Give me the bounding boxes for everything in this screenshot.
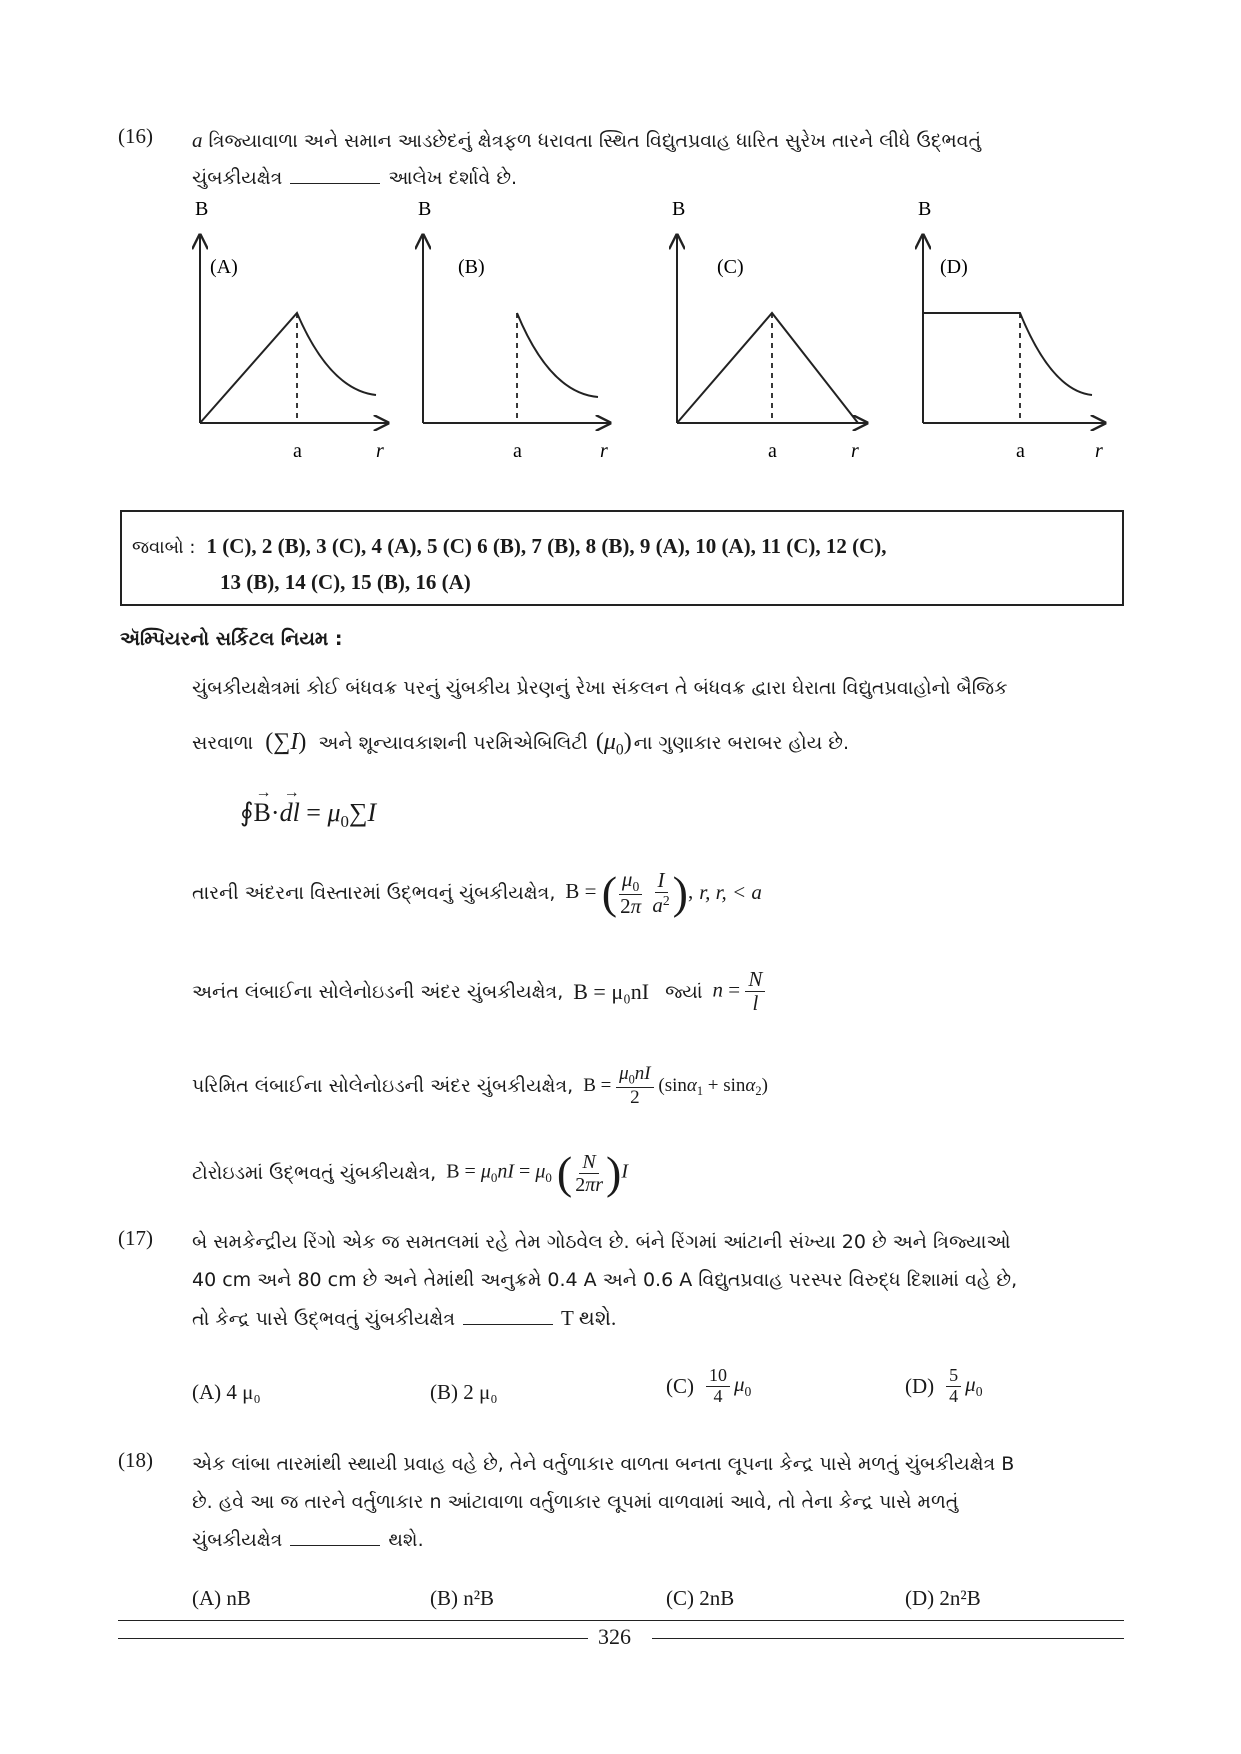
q18-option-b[interactable]: (B) n²B <box>430 1586 495 1610</box>
graph-c <box>672 198 867 462</box>
q18-line3a: ચુંબકીયક્ષેત્ર <box>192 1529 283 1551</box>
graph-a-ylabel: B <box>195 198 209 220</box>
q17-option-a[interactable]: (A) 4 μ₀ <box>192 1380 261 1404</box>
q16-line2-a: ચુંબકીયક્ષેત્ર <box>192 167 283 189</box>
q16-graphs <box>180 195 1130 465</box>
ampere-para2b: અને શૂન્યાવકાશની પરમિએબિલિટી <box>318 732 588 754</box>
q16-line2-b: આલેખ દર્શાવે છે. <box>388 167 518 189</box>
inside-field-eq: B = ( $\frac{\mu_0}{2\pi}$ $\frac{I}{a^2}$ ), <box>565 866 694 918</box>
q18-option-c[interactable]: (C) 2nB <box>666 1586 735 1610</box>
answers-row1 <box>132 534 887 559</box>
footer-rule-top <box>118 1620 1124 1621</box>
graph-d-xlabel: r <box>1095 440 1103 462</box>
graph-b-ylabel: B <box>418 198 432 220</box>
solenoid-eq: B = μ₀nI <box>573 978 650 1004</box>
q18-option-a[interactable]: (A) nB <box>192 1586 251 1610</box>
solenoid-n-eq: n = $\frac{N}{l}$ <box>713 968 766 1015</box>
q18-number: (18) <box>118 1448 153 1472</box>
q17-option-c-frac: $\frac{10}{4}$ <box>706 1366 730 1407</box>
q16-var-a: a <box>192 128 203 152</box>
q18-line3b: થશે. <box>388 1529 424 1551</box>
inside-field-cond: r, r, < a <box>699 880 762 905</box>
page-number: 326 <box>598 1624 631 1649</box>
graph-c-label: (C) <box>717 256 744 278</box>
q17-line3 <box>192 1300 616 1337</box>
q18-blank <box>290 1529 380 1546</box>
graph-a-xlabel: r <box>376 440 384 462</box>
q17-option-d[interactable] <box>905 1366 983 1407</box>
ampere-para2c: ના ગુણાકાર બરાબર હોય છે. <box>633 732 850 754</box>
q17-option-d-frac: $\frac{5}{4}$ <box>946 1366 961 1407</box>
q18-option-d[interactable]: (D) 2n²B <box>905 1586 981 1610</box>
graph-d-ylabel: B <box>918 198 932 220</box>
answers-line1: 1 (C), 2 (B), 3 (C), 4 (A), 5 (C) 6 (B), 7 (B), 8 (B), 9 (A), 10 (A), 11 (C), 12 (C), <box>206 534 887 558</box>
finite-solenoid-row <box>192 1064 768 1109</box>
graph-b-label: (B) <box>458 256 485 278</box>
graph-c-curve <box>677 313 858 423</box>
q17-blank <box>463 1308 553 1325</box>
q16-blank <box>290 167 380 184</box>
graph-d-curve <box>923 313 1092 395</box>
graph-c-ylabel: B <box>672 198 686 220</box>
graph-d-label: (D) <box>940 256 968 278</box>
graph-b-curve <box>517 313 598 397</box>
graph-c-xmark: a <box>768 440 777 462</box>
inside-field-text: તારની અંદરના વિસ્તારમાં ઉદ્ભવનું ચુંબકીયક્ષેત્ર, <box>192 881 556 904</box>
q16-line2 <box>192 160 517 196</box>
toroid-eq: $B = \mu_0nI = \mu_0$ ( $\frac{N}{2\pi r}$ )I <box>446 1147 628 1198</box>
graph-d-xmark: a <box>1016 440 1025 462</box>
solenoid-row <box>192 968 765 1015</box>
graph-b <box>418 198 610 462</box>
footer-rule-left <box>118 1638 588 1639</box>
graph-b-xmark: a <box>513 440 522 462</box>
footer-rule-right <box>652 1638 1124 1639</box>
solenoid-where: જ્યાં <box>665 980 703 1003</box>
q18-line2: છે. હવે આ જ તારને વર્તુળાકાર n આંટાવાળા વર્તુળાકાર લૂપમાં વાળવામાં આવે, તો તેના કેન્દ્ર પાસે મળતું <box>192 1491 959 1513</box>
ampere-para2a: સરવાળા <box>192 732 254 754</box>
finite-solenoid-eq: B = $\frac{\mu_0nI}{2}$ (sinα$_1$ + sinα$_2$) <box>583 1063 768 1108</box>
graph-b-xlabel: r <box>600 440 608 462</box>
q17-option-d-mu: $\mu_0$ <box>965 1372 983 1400</box>
answers-line2: 13 (B), 14 (C), 15 (B), 16 (A) <box>220 570 471 594</box>
q18-line1: એક લાંબા તારમાંથી સ્થાયી પ્રવાહ વહે છે, તેને વર્તુળાકાર વાળતા બનતા લૂપના કેન્દ્ર પાસે મળતું ચુંબકીયક્ષેત્ર B <box>192 1453 1015 1475</box>
graph-a-label: (A) <box>210 256 238 278</box>
q17-line3b: T થશે. <box>561 1306 617 1330</box>
q16-number: (16) <box>118 124 153 148</box>
answers-label: જવાબો : <box>132 537 196 558</box>
mu0-expr: $(\mu_0)$ <box>595 729 632 759</box>
answers-box <box>120 510 1124 606</box>
graph-a-curve <box>200 313 376 423</box>
q16-line1 <box>192 122 1132 159</box>
q17-option-c-label: (C) <box>666 1373 694 1398</box>
q17-line1: બે સમકેન્દ્રીય રિંગો એક જ સમતલમાં રહે તેમ ગોઠવેલ છે. બંને રિંગમાં આંટાની સંખ્યા 20 છે અને ત્રિજ્યાઓ <box>192 1231 1011 1253</box>
q16-line1-text: ત્રિજ્યાવાળા અને સમાન આડછેદનું ક્ષેત્રફળ ધરાવતા સ્થિત વિદ્યુતપ્રવાહ ધારિત સુરેખ તારને લીધે ઉદ્ભવતું <box>208 130 982 152</box>
solenoid-text: અનંત લંબાઈના સોલેનોઇડની અંદર ચુંબકીયક્ષેત્ર, <box>192 980 564 1003</box>
q18-line3 <box>192 1522 424 1558</box>
q17-option-d-label: (D) <box>905 1373 935 1398</box>
graph-d <box>918 198 1105 462</box>
q17-line3a: તો કેન્દ્ર પાસે ઉદ્ભવતું ચુંબકીયક્ષેત્ર <box>192 1308 456 1330</box>
inside-field-row <box>192 868 762 918</box>
q17-option-c[interactable] <box>666 1366 751 1407</box>
q17-option-b[interactable]: (B) 2 μ₀ <box>430 1380 498 1404</box>
graph-a-xmark: a <box>293 440 302 462</box>
q17-line2: 40 cm અને 80 cm છે અને તેમાંથી અનુક્રમે 0.4 A અને 0.6 A વિદ્યુતપ્રવાહ પરસ્પર વિરુદ્ધ દિશામાં વહે છે, <box>192 1269 1018 1291</box>
graph-c-xlabel: r <box>851 440 859 462</box>
ampere-para1: ચુંબકીયક્ષેત્રમાં કોઈ બંધવક્ર પરનું ચુંબકીય પ્રેરણનું રેખા સંકલન તે બંધવક્ર દ્વારા ઘેરાતા વિદ્યુતપ્રવાહોનો બૈજિક <box>192 677 1008 699</box>
ampere-heading: ઍમ્પિયરનો સર્કિટલ નિયમ : <box>120 628 343 650</box>
q17-number: (17) <box>118 1226 153 1250</box>
toroid-row <box>192 1147 628 1198</box>
finite-solenoid-text: પરિમિત લંબાઈના સોલેનોઇડની અંદર ચુંબકીયક્ષેત્ર, <box>192 1075 574 1098</box>
sum-i-expr: (∑I) <box>265 729 307 755</box>
ampere-para2 <box>192 724 849 768</box>
ampere-law-eq: ∮B → ·dl → = $\mu_0\sum I$ <box>240 784 377 831</box>
graph-a <box>195 198 388 462</box>
q17-option-c-mu: $\mu_0$ <box>734 1372 752 1400</box>
toroid-text: ટોરોઇડમાં ઉદ્ભવતું ચુંબકીયક્ષેત્ર, <box>192 1162 437 1184</box>
